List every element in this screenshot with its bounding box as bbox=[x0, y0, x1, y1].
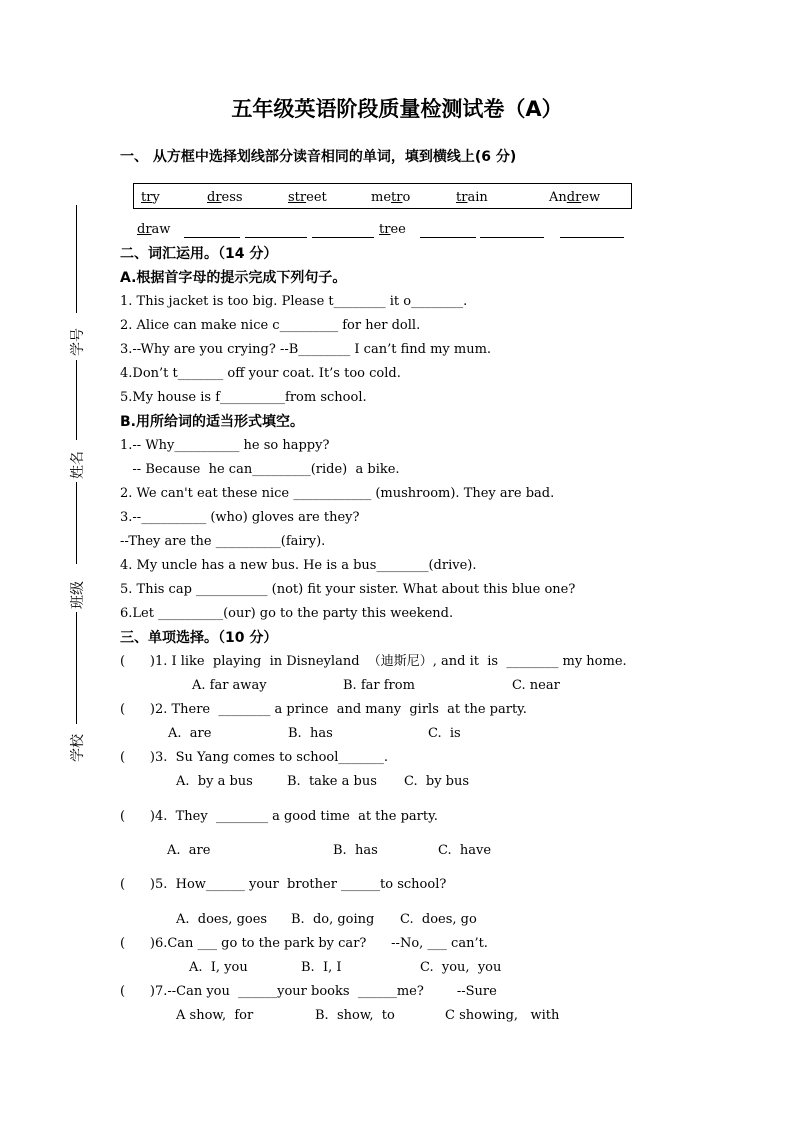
section3-heading: 三、单项选择。（10 分） bbox=[120, 630, 278, 646]
q2-option-a[interactable]: A. are bbox=[168, 726, 212, 741]
q2-option-c[interactable]: C. is bbox=[428, 726, 461, 741]
partB-line-8: 6.Let __________(our) go to the party this weekend. bbox=[120, 606, 454, 621]
q3-option-a[interactable]: A. by a bus bbox=[176, 774, 253, 789]
underlined-letters: tr bbox=[141, 190, 153, 205]
sidebar-line-2 bbox=[76, 360, 77, 440]
answer-blank[interactable] bbox=[184, 222, 240, 238]
partA-line-3: 3.--Why are you crying? --B________ I can’t find my mum. bbox=[120, 342, 492, 357]
q6-option-b[interactable]: B. I, I bbox=[301, 960, 342, 975]
q6-stem: ( )6.Can ___ go to the park by car? --No, ___ can’t. bbox=[120, 936, 488, 951]
word-rest: o bbox=[402, 190, 411, 205]
partA-line-2: 2. Alice can make nice c_________ for her doll. bbox=[120, 318, 421, 333]
q4-option-c[interactable]: C. have bbox=[438, 843, 492, 858]
q7-option-b[interactable]: B. show, to bbox=[315, 1008, 395, 1023]
box-word-3 bbox=[288, 190, 327, 206]
q6-option-c[interactable]: C. you, you bbox=[420, 960, 502, 975]
word-rest: eet bbox=[306, 190, 327, 205]
q5-option-b[interactable]: B. do, going bbox=[291, 912, 375, 927]
q4-option-b[interactable]: B. has bbox=[333, 843, 378, 858]
q2-option-b[interactable]: B. has bbox=[288, 726, 333, 741]
partA-line-4: 4.Don’t t_______ off your coat. It’s too cold. bbox=[120, 366, 401, 381]
partB-line-2: -- Because he can_________(ride) a bike. bbox=[120, 462, 400, 477]
underlined-letters: tr bbox=[391, 190, 403, 205]
partA-heading: A.根据首字母的提示完成下列句子。 bbox=[120, 270, 347, 286]
q4-stem: ( )4. They ________ a good time at the party. bbox=[120, 809, 438, 824]
partB-line-4: 3.--__________ (who) gloves are they? bbox=[120, 510, 360, 525]
answer-blank[interactable] bbox=[245, 222, 307, 238]
section1-heading: 一、 从方框中选择划线部分读音相同的单词，填到横线上(6 分) bbox=[120, 149, 517, 165]
box-word-4 bbox=[371, 190, 410, 206]
q5-option-a[interactable]: A. does, goes bbox=[176, 912, 268, 927]
sidebar-line-4 bbox=[76, 612, 77, 724]
row-word-draw bbox=[137, 222, 170, 238]
answer-blank[interactable] bbox=[560, 222, 624, 238]
sidebar-line-3 bbox=[76, 482, 77, 564]
sidebar-label-banji: 班级 bbox=[70, 581, 86, 609]
word-rest: aw bbox=[151, 222, 171, 237]
partB-line-7: 5. This cap ___________ (not) fit your sister. What about this blue one? bbox=[120, 582, 576, 597]
partB-line-6: 4. My uncle has a new bus. He is a bus________(drive). bbox=[120, 558, 477, 573]
answer-blank[interactable] bbox=[420, 222, 476, 238]
word-rest: ee bbox=[390, 222, 406, 237]
underlined-letters: dr bbox=[207, 190, 222, 205]
q1-option-a[interactable]: A. far away bbox=[192, 678, 267, 693]
underlined-letters: str bbox=[288, 190, 307, 205]
q5-stem: ( )5. How______ your brother ______to school? bbox=[120, 877, 447, 892]
box-word-6 bbox=[549, 190, 600, 206]
partB-line-5: --They are the __________(fairy). bbox=[120, 534, 326, 549]
q1-option-b[interactable]: B. far from bbox=[343, 678, 415, 693]
sidebar-label-xuehao: 学号 bbox=[70, 328, 86, 356]
box-word-1 bbox=[141, 190, 160, 206]
q3-option-b[interactable]: B. take a bus bbox=[287, 774, 377, 789]
partA-line-5: 5.My house is f__________from school. bbox=[120, 390, 367, 405]
word-prefix: An bbox=[549, 190, 567, 205]
q2-stem: ( )2. There ________ a prince and many girls at the party. bbox=[120, 702, 527, 717]
q7-stem: ( )7.--Can you ______your books ______me? --Sure bbox=[120, 984, 497, 999]
q5-option-c[interactable]: C. does, go bbox=[400, 912, 477, 927]
q4-option-a[interactable]: A. are bbox=[167, 843, 211, 858]
q6-option-a[interactable]: A. I, you bbox=[189, 960, 248, 975]
partA-line-1: 1. This jacket is too big. Please t________ it o________. bbox=[120, 294, 468, 309]
underlined-letters: tr bbox=[456, 190, 468, 205]
answer-blank[interactable] bbox=[312, 222, 374, 238]
partB-line-3: 2. We can't eat these nice ____________ (mushroom). They are bad. bbox=[120, 486, 555, 501]
q7-option-a[interactable]: A show, for bbox=[176, 1008, 254, 1023]
q3-option-c[interactable]: C. by bus bbox=[404, 774, 470, 789]
underlined-letters: tr bbox=[379, 222, 391, 237]
sidebar-label-xingming: 姓名 bbox=[70, 451, 86, 479]
underlined-letters: dr bbox=[137, 222, 152, 237]
word-rest: ew bbox=[581, 190, 601, 205]
word-rest: ain bbox=[467, 190, 488, 205]
partB-line-1: 1.-- Why__________ he so happy? bbox=[120, 438, 330, 453]
partB-heading: B.用所给词的适当形式填空。 bbox=[120, 414, 304, 430]
q1-stem: ( )1. I like playing in Disneyland （迪斯尼）, and it is ________ my home. bbox=[120, 654, 627, 669]
box-word-2 bbox=[207, 190, 243, 206]
word-rest: y bbox=[152, 190, 160, 205]
box-word-5 bbox=[456, 190, 488, 206]
section2-heading: 二、词汇运用。（14 分） bbox=[120, 246, 278, 262]
sidebar-label-xuexiao: 学校 bbox=[70, 734, 86, 762]
q7-option-c[interactable]: C showing, with bbox=[445, 1008, 560, 1023]
q3-stem: ( )3. Su Yang comes to school_______. bbox=[120, 750, 389, 765]
word-prefix: me bbox=[371, 190, 392, 205]
answer-blank[interactable] bbox=[480, 222, 544, 238]
word-rest: ess bbox=[221, 190, 243, 205]
sidebar-line-1 bbox=[76, 205, 77, 313]
row-word-tree bbox=[379, 222, 406, 238]
page-title: 五年级英语阶段质量检测试卷（A） bbox=[231, 97, 563, 121]
q1-option-c[interactable]: C. near bbox=[512, 678, 560, 693]
underlined-letters: dr bbox=[566, 190, 582, 205]
